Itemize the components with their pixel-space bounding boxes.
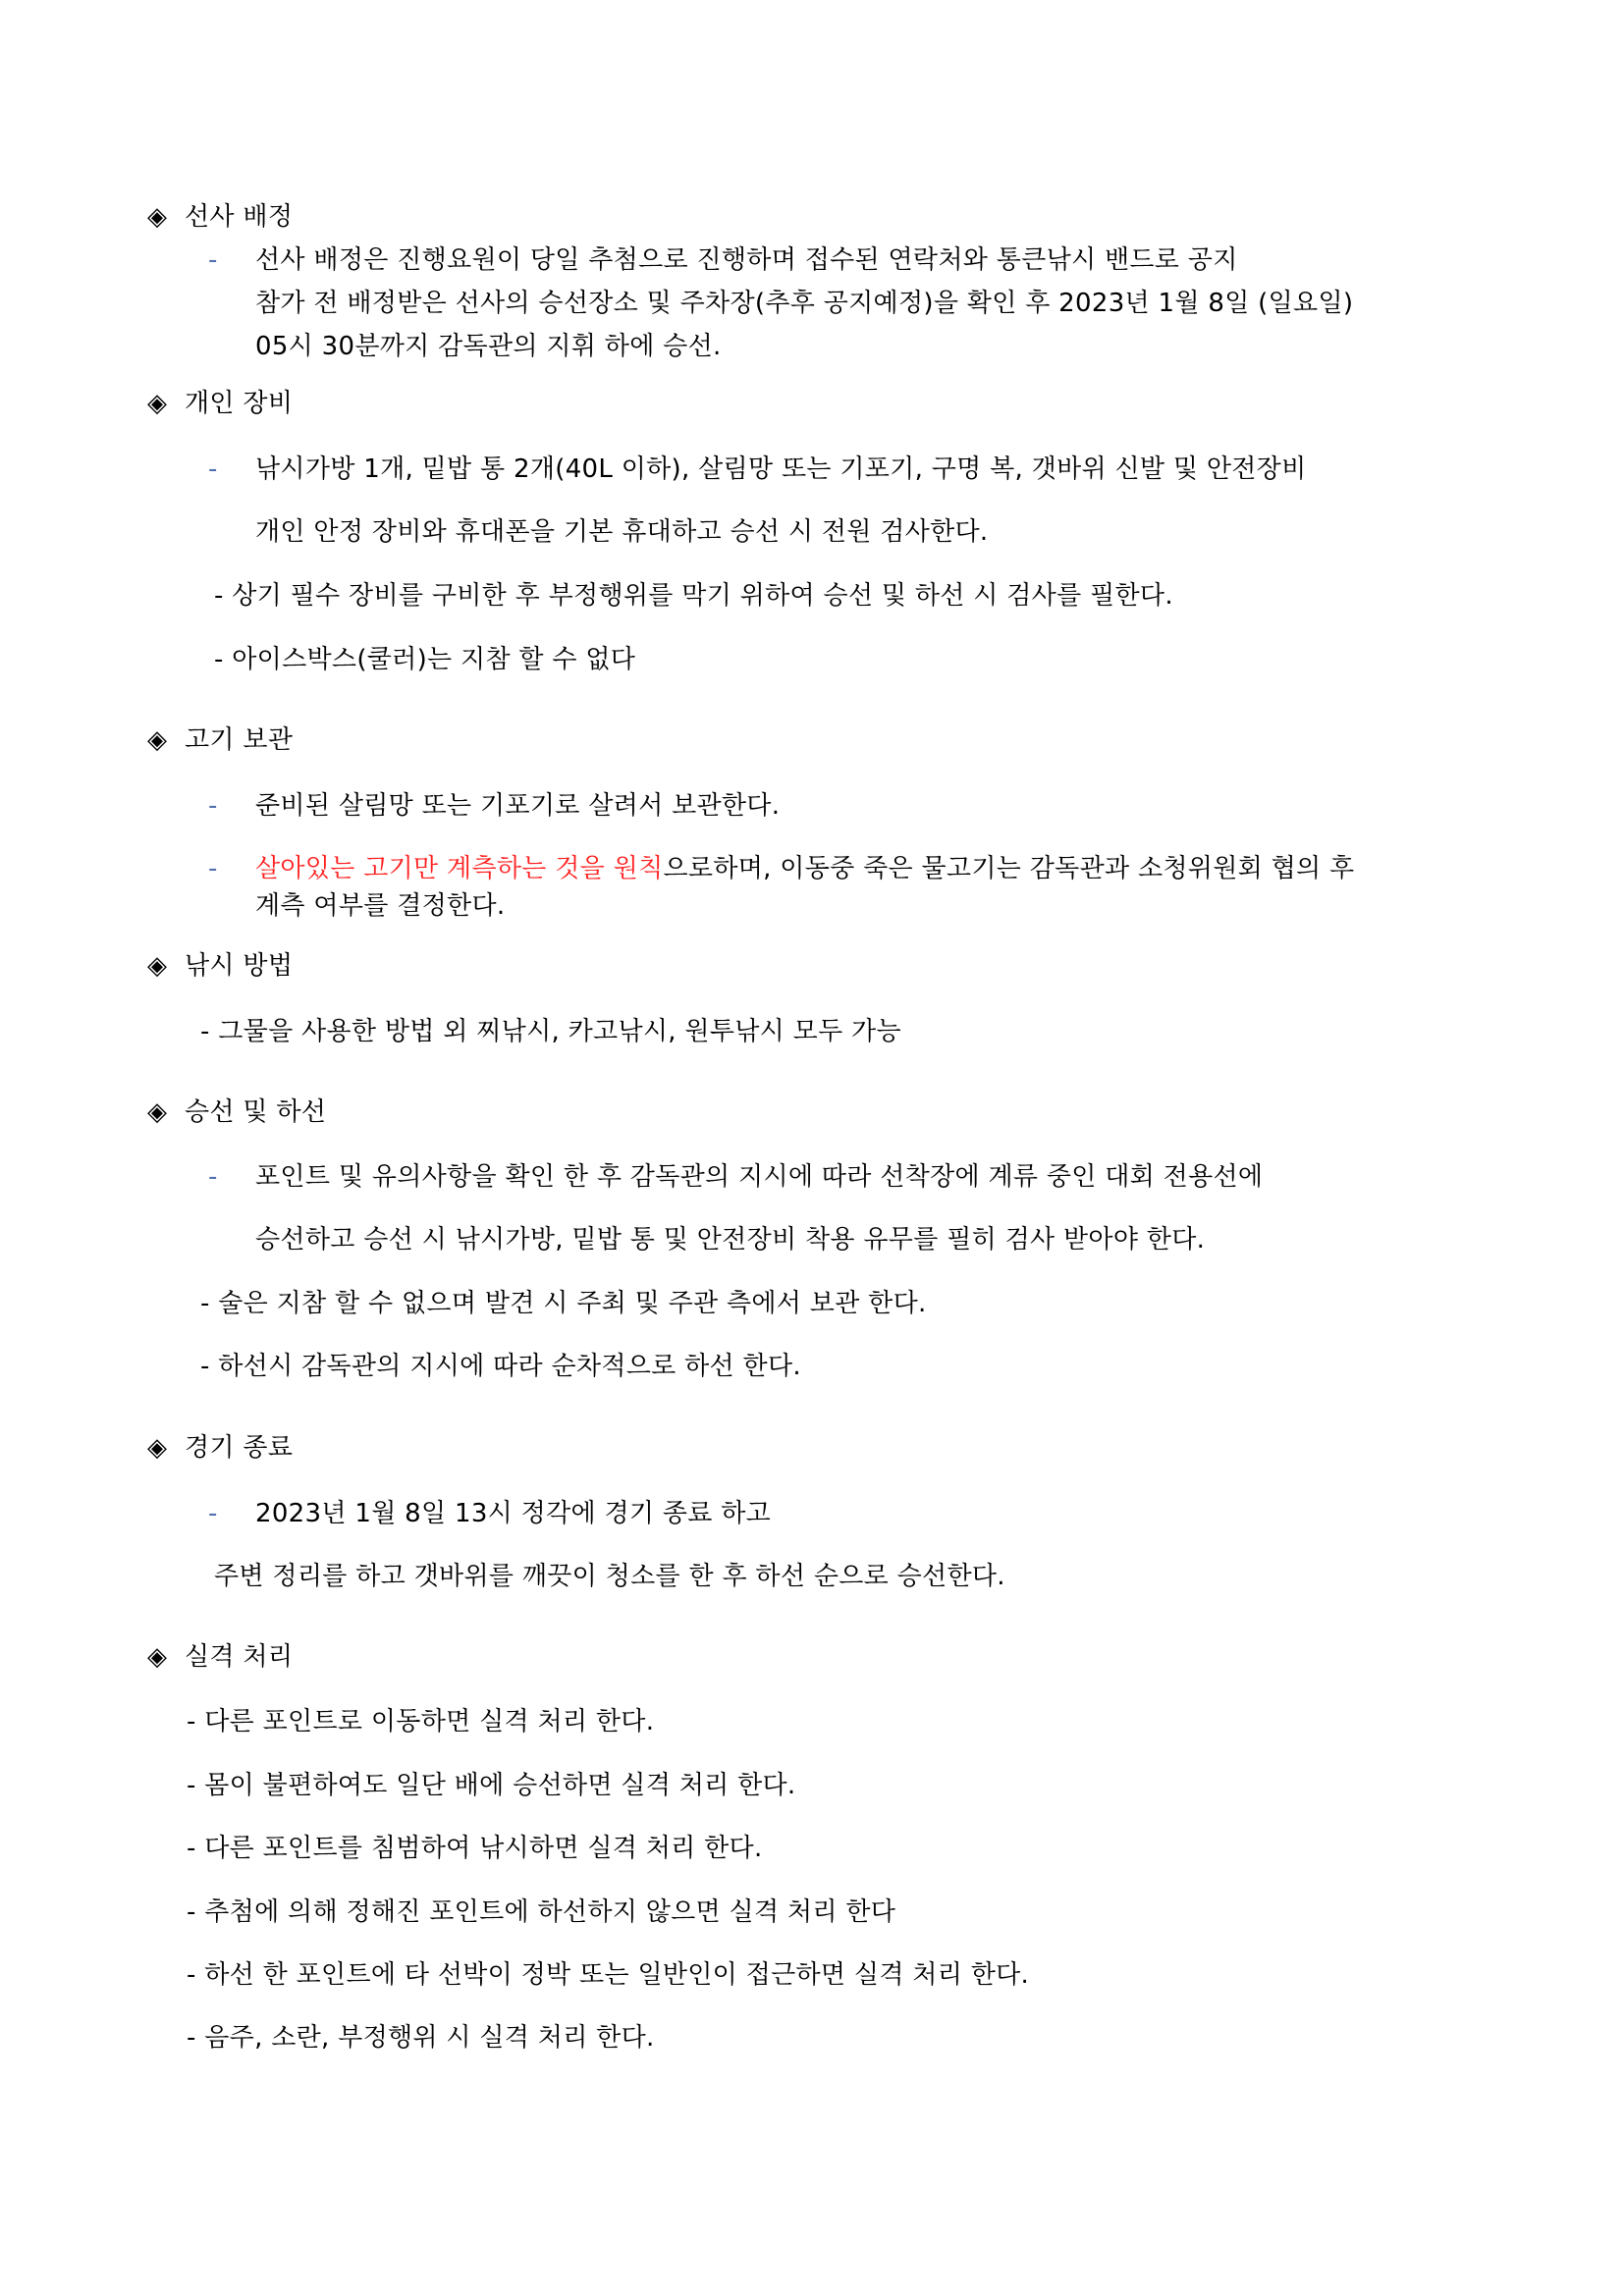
section-heading-fishing-method: ◈ 낚시 방법 bbox=[147, 951, 294, 981]
diamond-bullet-icon: ◈ bbox=[147, 1642, 168, 1672]
dash-marker-icon: - bbox=[208, 245, 218, 275]
dash-marker-icon: - bbox=[208, 1162, 218, 1192]
disqualification-line-4: - 추첨에 의해 정해진 포인트에 하선하지 않으면 실격 처리 한다 bbox=[187, 1897, 896, 1927]
boarding-line-1: 포인트 및 유의사항을 확인 한 후 감독관의 지시에 따라 선착장에 계류 중인 대회 전용선에 bbox=[255, 1162, 1264, 1192]
disqualification-line-5: - 하선 한 포인트에 타 선박이 정박 또는 일반인이 접근하면 실격 처리 한다. bbox=[187, 1960, 1030, 1990]
section-heading-disqualification: ◈ 실격 처리 bbox=[147, 1642, 294, 1672]
dash-marker-icon: - bbox=[208, 454, 218, 484]
assignment-line-1: 선사 배정은 진행요원이 당일 추첨으로 진행하며 접수된 연락처와 통큰낚시 밴드로 공지 bbox=[255, 245, 1238, 275]
boarding-line-3: - 술은 지참 할 수 없으며 발견 시 주최 및 주관 측에서 보관 한다. bbox=[200, 1289, 927, 1318]
equipment-line-2: 개인 안정 장비와 휴대폰을 기본 휴대하고 승선 시 전원 검사한다. bbox=[255, 517, 989, 547]
diamond-bullet-icon: ◈ bbox=[147, 725, 168, 755]
dash-marker-icon: - bbox=[208, 854, 218, 883]
dash-marker-icon: - bbox=[208, 1499, 218, 1528]
dash-marker-icon: - bbox=[208, 791, 218, 821]
disqualification-line-6: - 음주, 소란, 부정행위 시 실격 처리 한다. bbox=[187, 2023, 655, 2053]
disqualification-line-1: - 다른 포인트로 이동하면 실격 처리 한다. bbox=[187, 1707, 655, 1736]
section-heading-equipment: ◈ 개인 장비 bbox=[147, 389, 294, 418]
section-heading-boarding: ◈ 승선 및 하선 bbox=[147, 1097, 327, 1127]
equipment-line-4: - 아이스박스(쿨러)는 지참 할 수 없다 bbox=[214, 645, 636, 674]
boarding-line-2: 승선하고 승선 시 낚시가방, 밑밥 통 및 안전장비 착용 유무를 필히 검사 받아야 한다. bbox=[255, 1225, 1206, 1255]
assignment-line-3: 05시 30분까지 감독관의 지휘 하에 승선. bbox=[255, 332, 722, 361]
assignment-line-2: 참가 전 배정받은 선사의 승선장소 및 주차장(추후 공지예정)을 확인 후 2023년 1월 8일 (일요일) bbox=[255, 289, 1354, 318]
fish-storage-line-3: 계측 여부를 결정한다. bbox=[255, 891, 506, 921]
disqualification-line-2: - 몸이 불편하여도 일단 배에 승선하면 실격 처리 한다. bbox=[187, 1771, 796, 1800]
fishing-method-line-1: - 그물을 사용한 방법 외 찌낚시, 카고낚시, 원투낚시 모두 가능 bbox=[200, 1017, 901, 1046]
match-end-line-1: 2023년 1월 8일 13시 정각에 경기 종료 하고 bbox=[255, 1499, 772, 1528]
boarding-line-4: - 하선시 감독관의 지시에 따라 순차적으로 하선 한다. bbox=[200, 1352, 801, 1381]
diamond-bullet-icon: ◈ bbox=[147, 202, 168, 232]
equipment-line-3: - 상기 필수 장비를 구비한 후 부정행위를 막기 위하여 승선 및 하선 시 검사를 필한다. bbox=[214, 581, 1173, 611]
equipment-line-1: 낚시가방 1개, 밑밥 통 2개(40L 이하), 살림망 또는 기포기, 구명 복, 갯바위 신발 및 안전장비 bbox=[255, 454, 1307, 484]
disqualification-line-3: - 다른 포인트를 침범하여 낚시하면 실격 처리 한다. bbox=[187, 1834, 763, 1863]
diamond-bullet-icon: ◈ bbox=[147, 1097, 168, 1127]
section-heading-match-end: ◈ 경기 종료 bbox=[147, 1433, 294, 1463]
diamond-bullet-icon: ◈ bbox=[147, 951, 168, 981]
diamond-bullet-icon: ◈ bbox=[147, 1433, 168, 1463]
highlight-rule-text: 살아있는 고기만 계측하는 것을 원칙 bbox=[255, 854, 664, 883]
fish-storage-line-2: 살아있는 고기만 계측하는 것을 원칙으로하며, 이동중 죽은 물고기는 감독관과 소청위원회 협의 후 bbox=[255, 854, 1355, 883]
match-end-line-2: 주변 정리를 하고 갯바위를 깨끗이 청소를 한 후 하선 순으로 승선한다. bbox=[214, 1562, 1005, 1591]
section-heading-assignment: ◈ 선사 배정 bbox=[147, 202, 294, 232]
fish-storage-line-1: 준비된 살림망 또는 기포기로 살려서 보관한다. bbox=[255, 791, 781, 821]
section-heading-fish-storage: ◈ 고기 보관 bbox=[147, 725, 294, 755]
diamond-bullet-icon: ◈ bbox=[147, 389, 168, 418]
